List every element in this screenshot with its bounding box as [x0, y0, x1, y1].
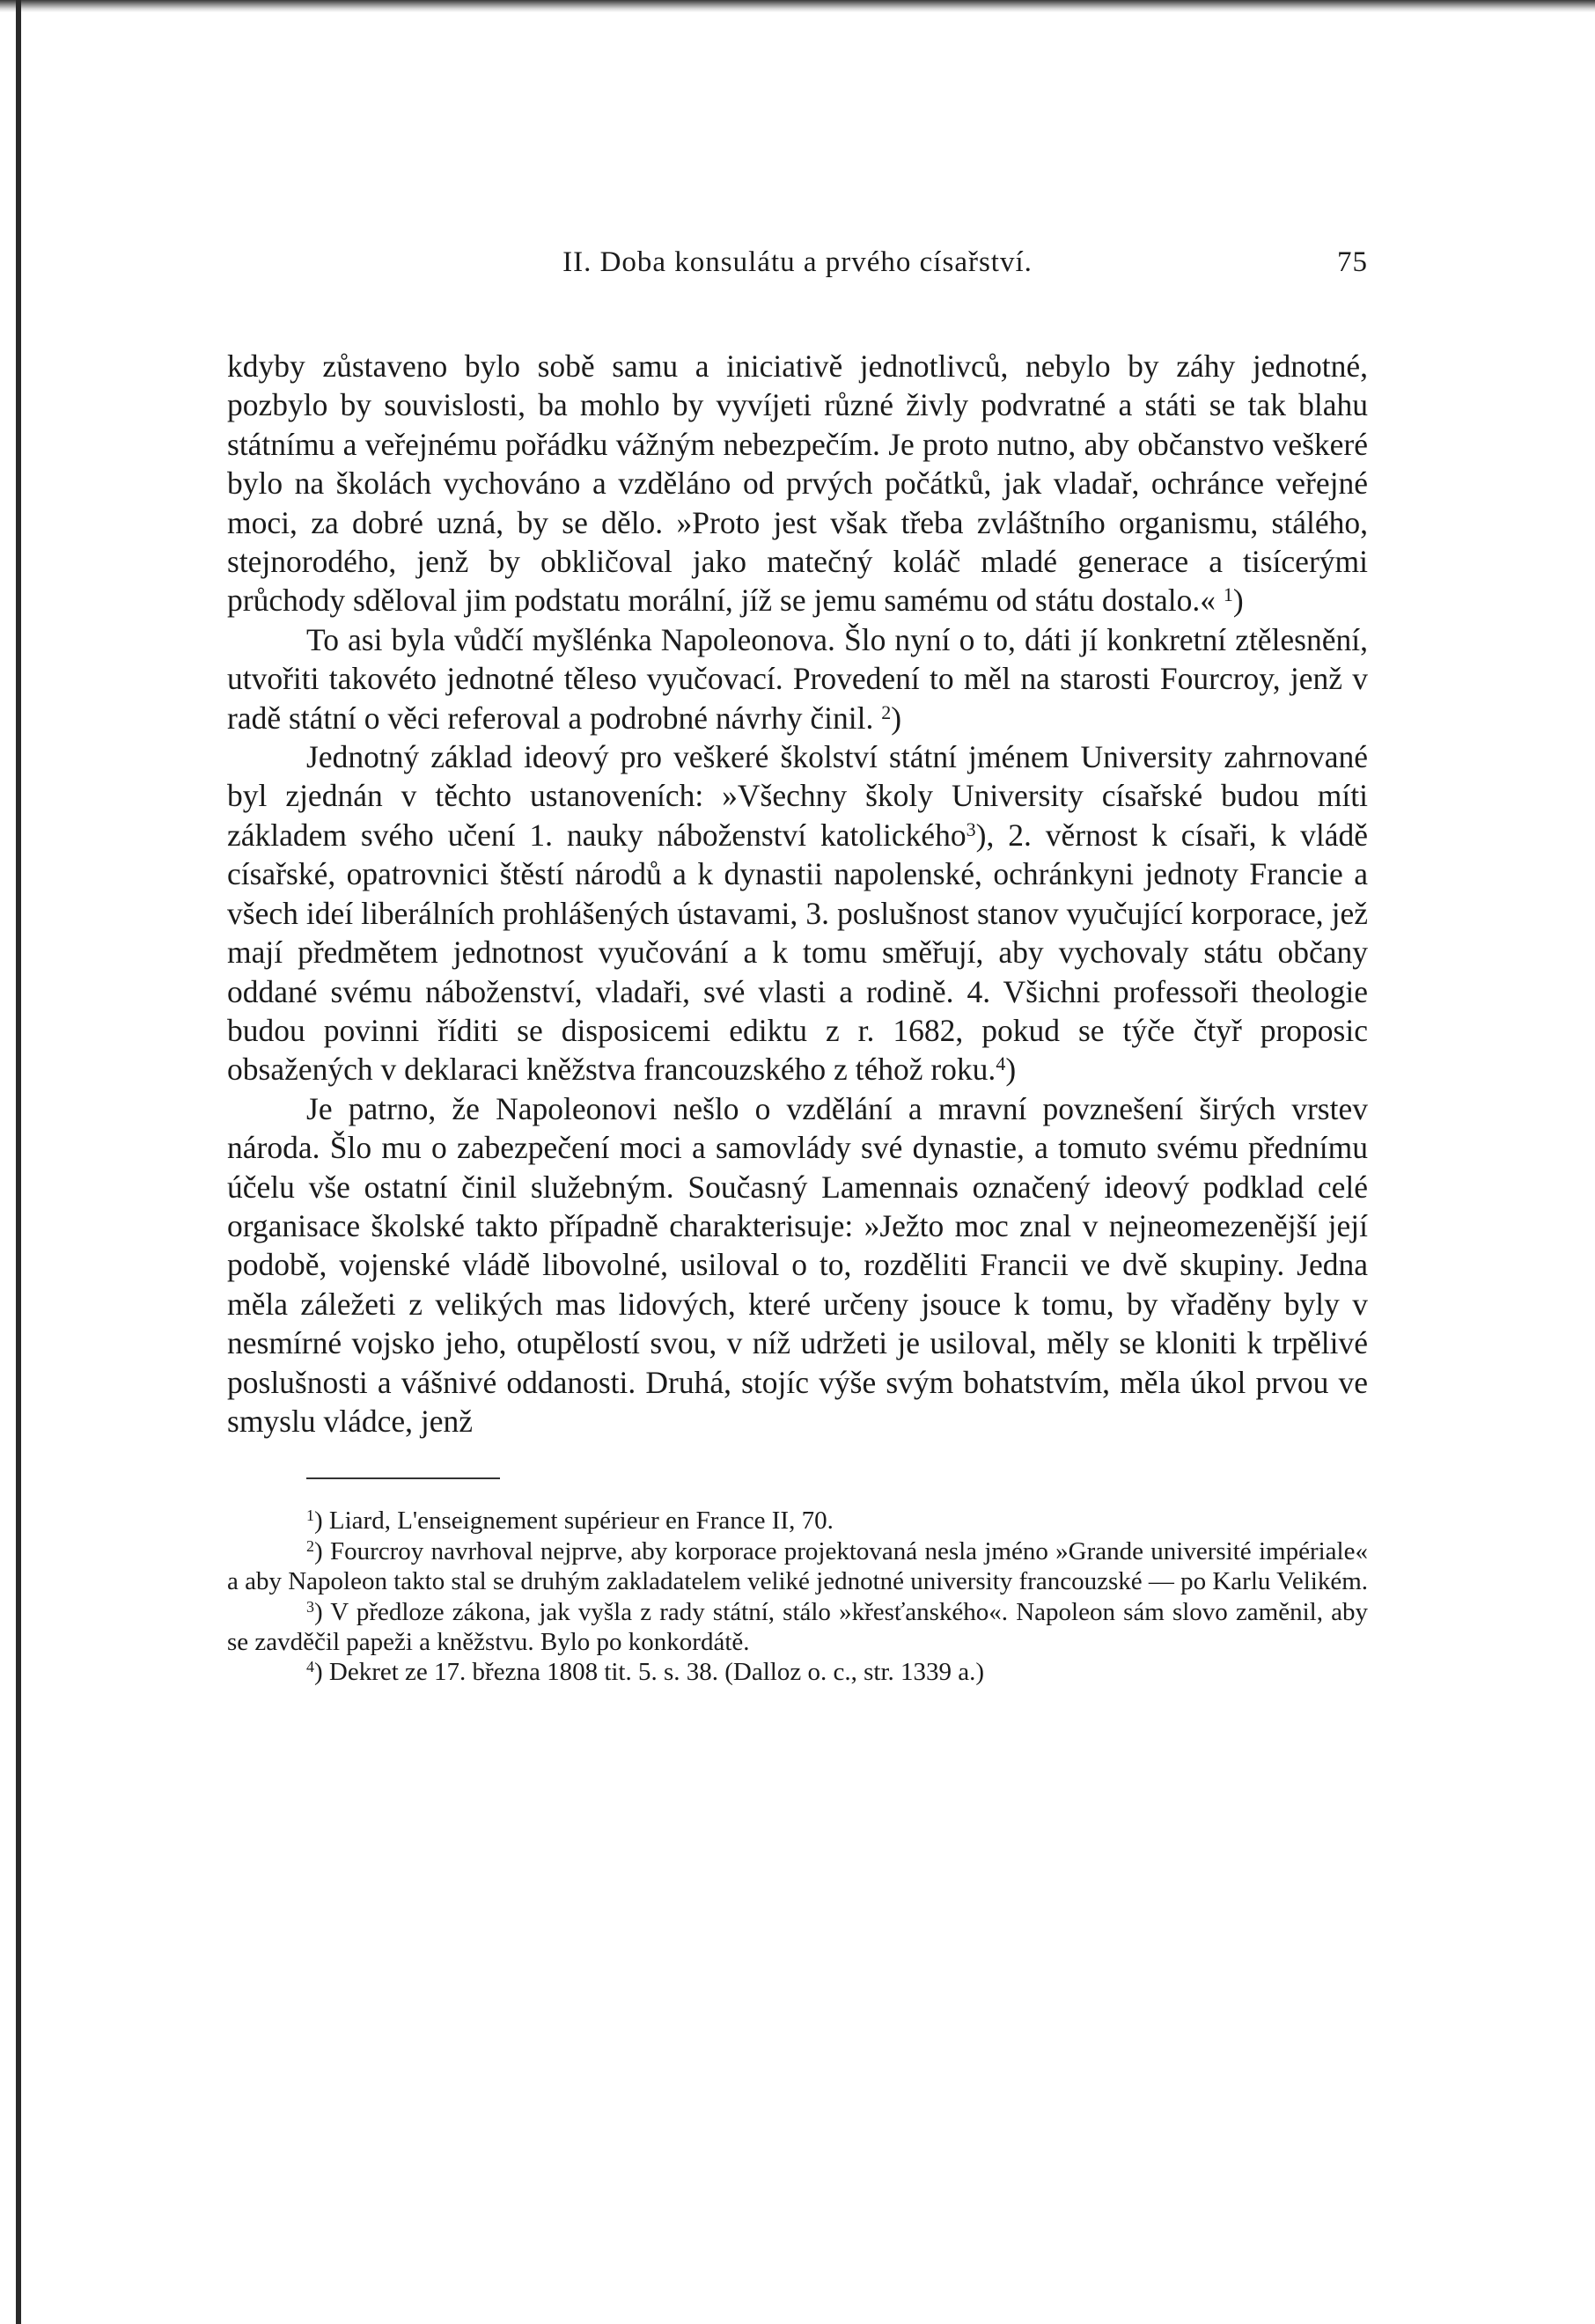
- paragraph-3: [227, 737, 1368, 1089]
- footnote-ref-1: 1: [1223, 583, 1233, 606]
- footnote-4: $^4$) Dekret ze 17. března 1808 tit. 5. s. 38. (Dalloz o. c., str. 1339 a.): [306, 1658, 985, 1687]
- text-run: Jednotný základ ideový pro veškeré školství státní jménem University zahrnované byl zjednán v těchto ustanoveních: »Všechny školy University císařské budou míti základem svého učení 1. nauky náboženství katolického: [227, 739, 1368, 853]
- running-title: II. Doba konsulátu a prvého císařství.: [562, 246, 1033, 278]
- running-head: [227, 246, 1368, 299]
- footnote-divider: [306, 1477, 500, 1479]
- body-text: [227, 347, 1368, 1441]
- footnote-mark: 3: [306, 1597, 314, 1616]
- footnote-text: Fourcroy navrhoval nejprve, aby korporace projektovaná nesla jméno »Grande université impériale« a aby Napoleon takto stal se druhým zakladatelem veliké jednotné university francouzské — po Karlu Velikém.: [227, 1536, 1369, 1596]
- footnote-ref-4: 4: [996, 1052, 1006, 1075]
- text-run: ): [1005, 1052, 1017, 1088]
- footnote-mark: 2: [306, 1536, 314, 1555]
- text-run: ): [1232, 583, 1244, 619]
- footnote-mark: 1: [306, 1507, 314, 1525]
- footnote-text: Dekret ze 17. března 1808 tit. 5. s. 38. (Dalloz o. c., str. 1339 a.): [328, 1658, 985, 1687]
- footnote-3: $^3$) V předloze zákona, jak vyšla z rady státní, stálo »křesťanského«. Napoleon sám slovo zaměnil, aby se zavděčil papeži a kněžstvu. Bylo po konkordátě.: [227, 1597, 1368, 1656]
- footnote-ref-2: 2: [881, 700, 892, 723]
- footnote-ref-3: 3: [966, 817, 976, 840]
- footnote-1: $^1$) Liard, L'enseignement supérieur en France II, 70.: [306, 1507, 834, 1536]
- paragraph-4: [227, 1089, 1368, 1441]
- paragraph-1: [227, 347, 1368, 620]
- scan-border-top: [0, 0, 1595, 12]
- page-number: 75: [1337, 246, 1368, 278]
- book-page: [227, 246, 1368, 1688]
- text-run: kdyby zůstaveno bylo sobě samu a iniciativě jednotlivců, nebylo by záhy jednotné, pozbylo by souvislosti, ba mohlo by vyvíjeti různé živly podvratné a státi se tak blahu státnímu a veřejnému pořádku vážným nebezpečím. Je proto nutno, aby občanstvo veškeré bylo na školách vychováno a vzděláno od prvých počátků, jak vladař, ochránce veřejné moci, za dobré uzná, by se dělo. »Proto jest však třeba zvláštního organismu, stálého, stejnorodého, jenž by obkličoval jako matečný koláč mladé generace a tisícerými průchody sděloval jim podstatu morální, jíž se jemu samému od státu dostalo.«: [227, 348, 1368, 619]
- text-run: ), 2. věrnost k císaři, k vládě císařské, opatrovnici štěstí národů a k dynastii napolenské, ochránkyni jednoty Francie a všech ideí liberálních prohlášených ústavami, 3. poslušnost stanov vyučující korporace, jež mají předmětem jednotnost vyučování a k tomu směřují, aby vychovaly státu občany oddané svému náboženství, vladaři, své vlasti a rodině. 4. Všichni professoři theologie budou povinni říditi se disposicemi ediktu z r. 1682, pokud se týče čtyř proposic obsažených v deklaraci kněžstva francouzského z téhož roku.: [227, 817, 1368, 1088]
- footnote-mark: 4: [306, 1658, 314, 1676]
- text-run: To asi byla vůdčí myšlénka Napoleonova. Šlo nyní o to, dáti jí konkretní ztělesnění, utvořiti takovéto jednotné těleso vyučovací. Provedení to měl na starosti Fourcroy, jenž v radě státní o věci referoval a podrobné návrhy činil.: [227, 621, 1368, 736]
- scan-border-left: [16, 0, 21, 2324]
- text-run: ): [891, 700, 902, 736]
- footnotes: [227, 1506, 1368, 1687]
- paragraph-2: [227, 620, 1368, 737]
- footnote-text: Liard, L'enseignement supérieur en France II, 70.: [328, 1507, 834, 1536]
- footnote-2: $^2$) Fourcroy navrhoval nejprve, aby korporace projektovaná nesla jméno »Grande université impériale« a aby Napoleon takto stal se druhým zakladatelem veliké jednotné university francouzské — po Karlu Velikém.: [227, 1536, 1369, 1596]
- text-run: Je patrno, že Napoleonovi nešlo o vzdělání a mravní povznešení širých vrstev národa. Šlo mu o zabezpečení moci a samovlády své dynastie, a tomuto svému přednímu účelu vše ostatní činil služebným. Současný Lamennais označený ideový podklad celé organisace školské takto případně charakterisuje: »Ježto moc znal v nejneomezenější její podobě, vojenské vládě libovolné, usiloval o to, rozděliti Francii ve dvě skupiny. Jedna měla záležeti z velikých mas lidových, které určeny jsouce k tomu, by vřaděny byly v nesmírné vojsko jeho, otupělostí svou, v níž udržeti je usiloval, měly se kloniti k trpělivé poslušnosti a vášnivé oddanosti. Druhá, stojíc výše svým bohatstvím, měla úkol prvou ve smyslu vládce, jenž: [227, 1090, 1368, 1439]
- footnote-text: V předloze zákona, jak vyšla z rady státní, stálo »křesťanského«. Napoleon sám slovo zaměnil, aby se zavděčil papeži a kněžstvu. Bylo po konkordátě.: [227, 1597, 1368, 1656]
